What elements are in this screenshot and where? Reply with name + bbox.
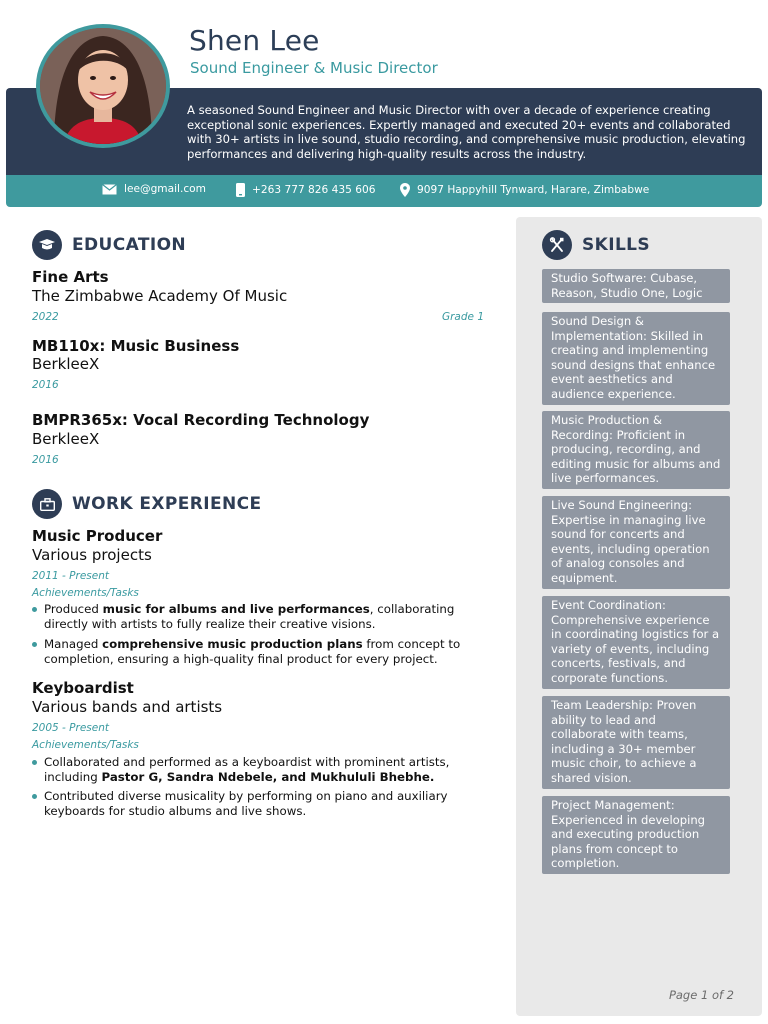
work-experience-title: WORK EXPERIENCE <box>72 494 262 514</box>
job-bullet: Collaborated and performed as a keyboardist with prominent artists, including Pastor G, Sandra Ndebele, and Mukhululi Bhebhe. <box>32 755 492 785</box>
phone-icon <box>236 183 245 197</box>
job-tasks-label: Achievements/Tasks <box>32 739 139 751</box>
job-bullet: Contributed diverse musicality by performing on piano and auxiliary keyboards for studio albums and live shows. <box>32 789 492 819</box>
education-entry-title: MB110x: Music Business <box>32 337 240 355</box>
skill-item: Sound Design & Implementation: Skilled in creating and implementing sound designs that enhance event aesthetics and audience experience. <box>542 312 730 405</box>
education-entry-date: 2016 <box>32 454 59 466</box>
graduation-cap-icon <box>32 230 62 260</box>
job-tasks-label: Achievements/Tasks <box>32 587 139 599</box>
skills-heading <box>542 230 650 260</box>
education-title: EDUCATION <box>72 235 187 255</box>
job-organization: Various projects <box>32 546 152 564</box>
candidate-name: Shen Lee <box>189 24 320 57</box>
skill-item: Studio Software: Cubase, Reason, Studio One, Logic <box>542 269 730 303</box>
job-date: 2011 - Present <box>32 570 109 582</box>
education-entry-school: BerkleeX <box>32 355 100 373</box>
skill-item: Live Sound Engineering: Expertise in managing live sound for concerts and events, including operation of analog consoles and equipment. <box>542 496 730 589</box>
skill-item: Project Management: Experienced in developing and executing production plans from concept to completion. <box>542 796 730 874</box>
location-pin-icon <box>400 183 410 197</box>
job-bullet: Produced music for albums and live performances, collaborating directly with artists to fully realize their creative visions. <box>32 602 492 632</box>
job-organization: Various bands and artists <box>32 698 223 716</box>
education-heading <box>32 230 186 260</box>
skill-item: Music Production & Recording: Proficient in producing, recording, and editing music for albums and live performances. <box>542 411 730 489</box>
education-entry-grade: Grade 1 <box>441 311 484 323</box>
job-bullet: Managed comprehensive music production plans from concept to completion, ensuring a high-quality final product for every project. <box>32 637 492 667</box>
tools-icon <box>542 230 572 260</box>
education-entry-school: BerkleeX <box>32 430 100 448</box>
phone-text: +263 777 826 435 606 <box>252 184 376 196</box>
contact-email[interactable] <box>102 183 206 195</box>
education-entry-date: 2022 <box>32 311 59 323</box>
education-entry-date: 2016 <box>32 379 59 391</box>
page-number: Page 1 of 2 <box>668 988 734 1002</box>
education-entry-title: Fine Arts <box>32 268 109 286</box>
envelope-icon <box>102 184 117 195</box>
address-text: 9097 Happyhill Tynward, Harare, Zimbabwe <box>417 184 650 196</box>
work-experience-heading <box>32 489 262 519</box>
avatar <box>36 24 170 148</box>
job-date: 2005 - Present <box>32 722 109 734</box>
skill-item: Team Leadership: Proven ability to lead and collaborate with teams, including a 30+ member music choir, to achieve a shared vision. <box>542 696 730 789</box>
candidate-title: Sound Engineer & Music Director <box>190 59 438 77</box>
job-role: Keyboardist <box>32 679 134 697</box>
job-role: Music Producer <box>32 527 163 545</box>
profile-summary: A seasoned Sound Engineer and Music Director with over a decade of experience creating exceptional sonic experiences. Expertly managed and executed 20+ events and collaborated with 30+ artists in live sound, studio recording, and comprehensive music production, elevating performances and delivering high-quality results across the industry. <box>187 103 746 161</box>
education-entry-title: BMPR365x: Vocal Recording Technology <box>32 411 370 429</box>
skill-item: Event Coordination: Comprehensive experience in coordinating logistics for a variety of events, including concerts, festivals, and corporate functions. <box>542 596 730 689</box>
briefcase-icon <box>32 489 62 519</box>
contact-phone[interactable] <box>236 183 375 197</box>
email-text: lee@gmail.com <box>124 183 206 195</box>
education-entry-school: The Zimbabwe Academy Of Music <box>32 287 288 305</box>
skills-title: SKILLS <box>582 235 651 255</box>
contact-address <box>400 183 649 197</box>
